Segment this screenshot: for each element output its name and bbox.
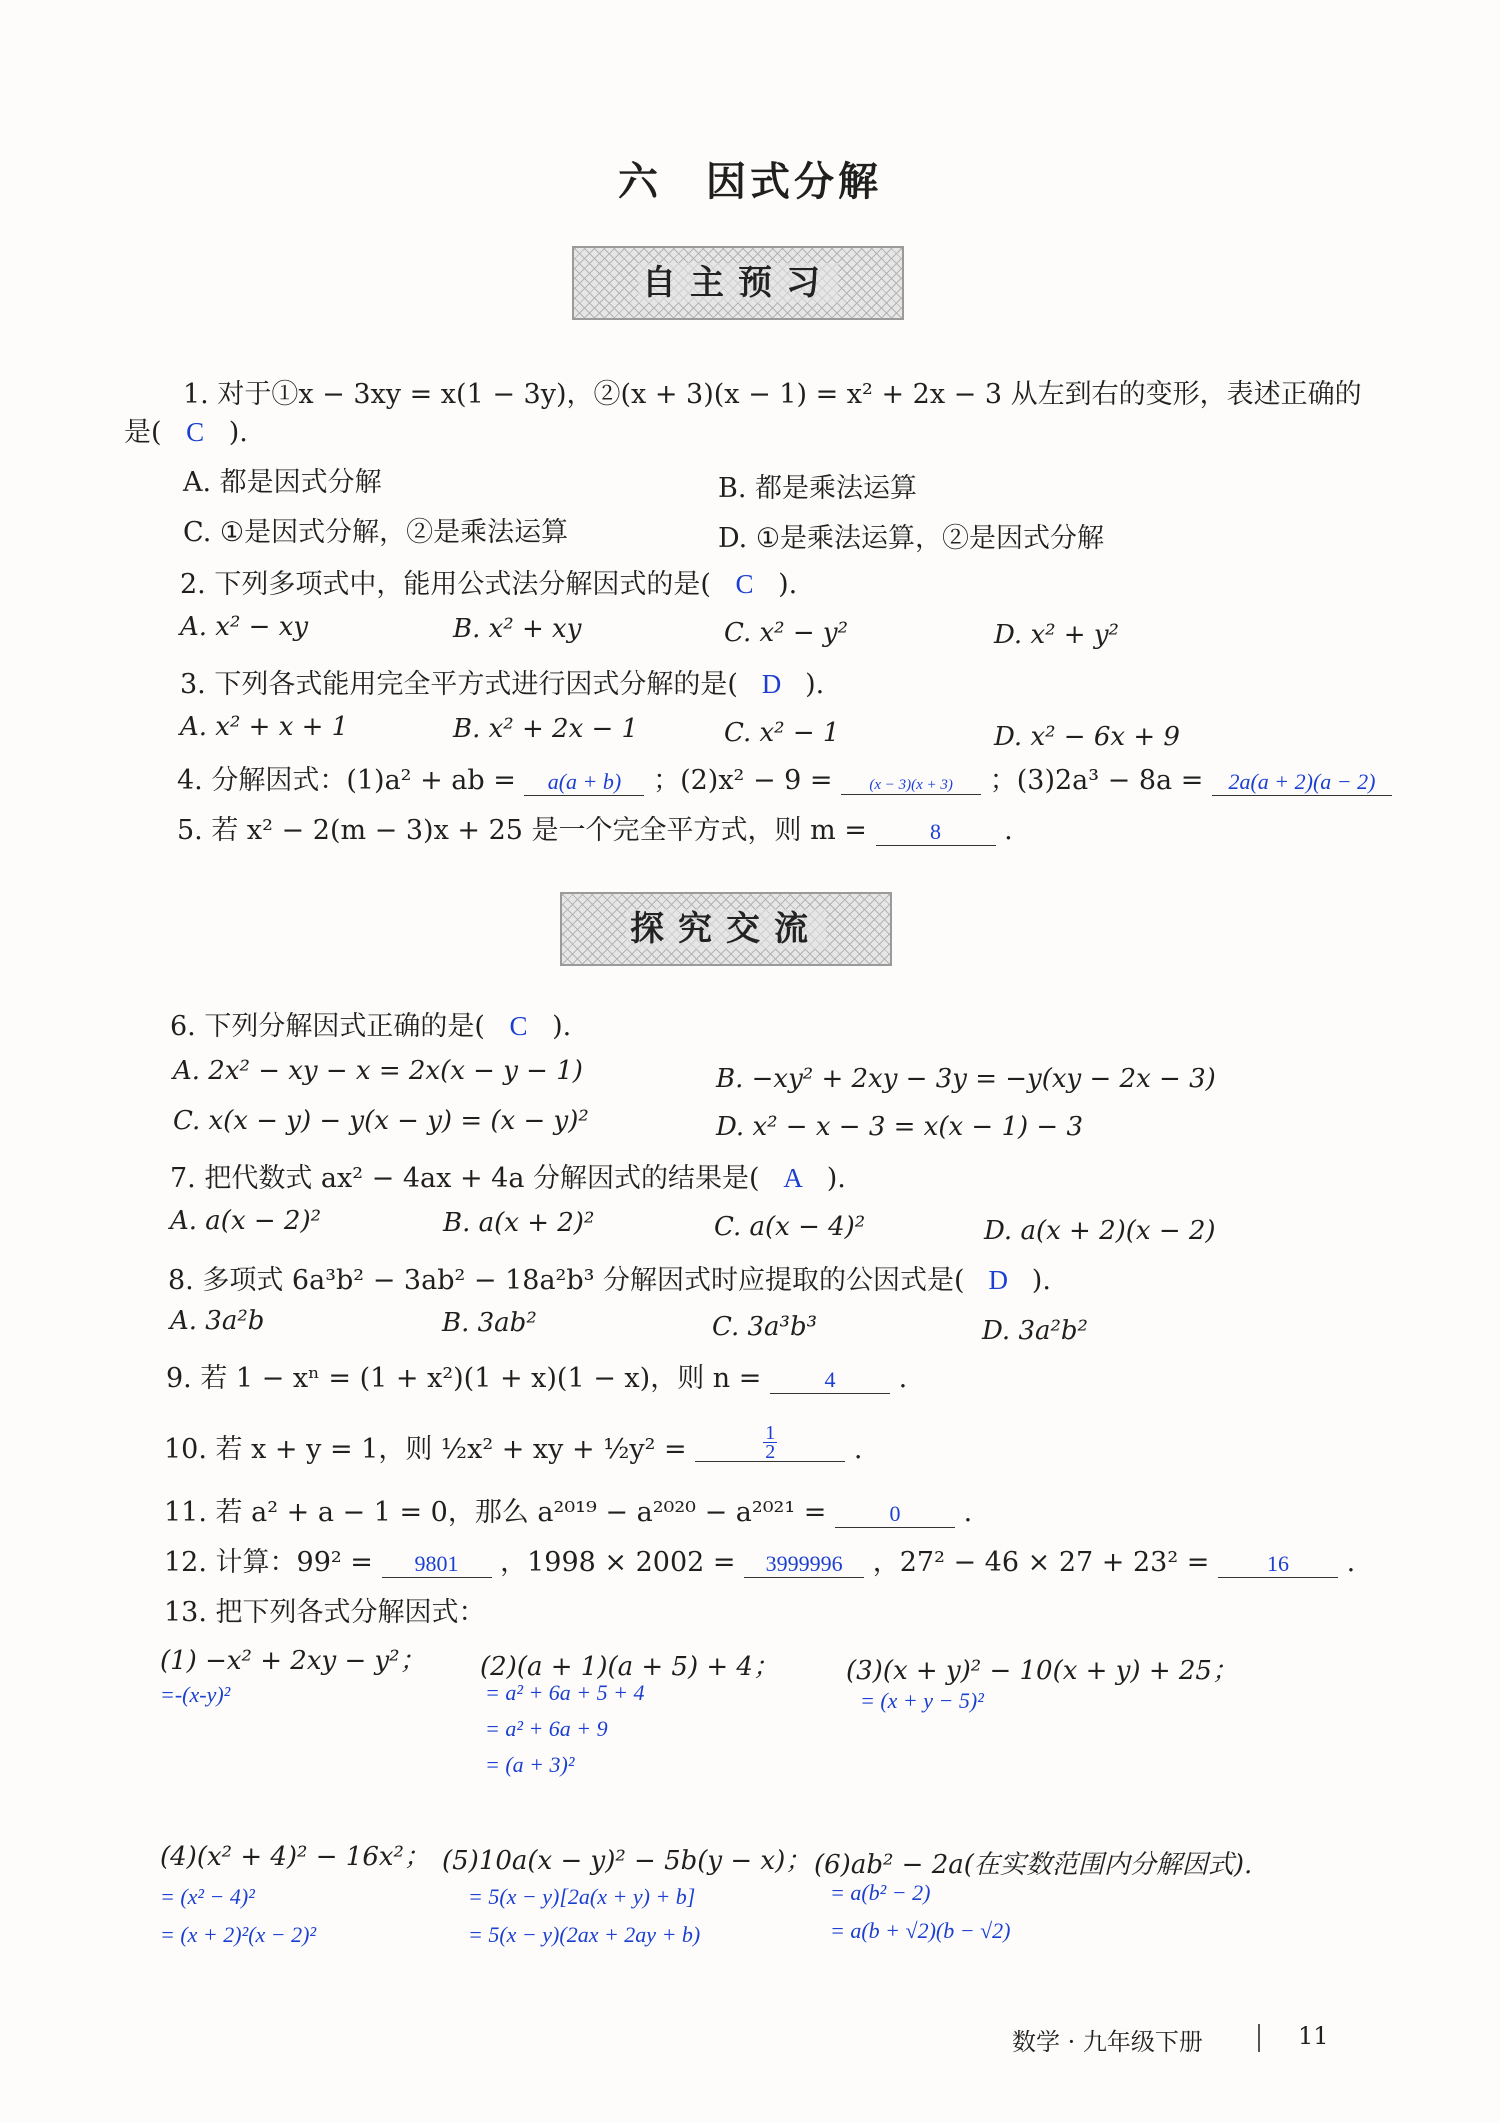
q9-end: .: [898, 1363, 908, 1394]
q4-part3: ；(3)2a³ − 8a =: [989, 765, 1204, 796]
q10-answer-denominator: 2: [765, 1441, 776, 1463]
q6-option-a: A. 2x² − xy − x = 2x(x − y − 1): [173, 1056, 583, 1086]
q1-stem-line2: [124, 410, 248, 449]
q13-part2-work3: = (a + 3)²: [485, 1752, 575, 1777]
q8-option-d: D. 3a²b²: [982, 1316, 1088, 1346]
q5-answer: 8: [876, 819, 996, 846]
q13-part3-work1: = (x + y − 5)²: [860, 1688, 984, 1713]
q12-line: [164, 1540, 1355, 1579]
q11-answer: 0: [835, 1501, 955, 1528]
q7-option-a: A. a(x − 2)²: [170, 1206, 322, 1236]
q6-option-c: C. x(x − y) − y(x − y) = (x − y)²: [173, 1106, 589, 1136]
q12-part2: ，1998 × 2002 =: [500, 1547, 736, 1578]
q8-option-b: B. 3ab²: [442, 1308, 537, 1338]
q2-option-c: C. x² − y²: [724, 618, 849, 648]
q13-part4-work2: = (x + 2)²(x − 2)²: [160, 1922, 317, 1947]
q3-option-c: C. x² − 1: [724, 718, 840, 748]
q10-answer: [695, 1424, 845, 1462]
q7-option-c: C. a(x − 4)²: [714, 1212, 866, 1242]
q13-part5-work2: = 5(x − y)(2ax + 2ay + b): [468, 1922, 701, 1947]
q1-stem-suffix: ).: [228, 417, 248, 448]
q4-part2: ；(2)x² − 9 =: [653, 765, 833, 796]
q6-answer: C: [509, 1011, 528, 1041]
q13-stem: 13. 把下列各式分解因式：: [164, 1597, 486, 1628]
footer-separator: [1258, 2024, 1260, 2052]
q10-end: .: [853, 1434, 863, 1465]
q4-answer3: 2a(a + 2)(a − 2): [1212, 769, 1392, 796]
q8-stem: [168, 1258, 1051, 1297]
q5-stem: 5. 若 x² − 2(m − 3)x + 25 是一个完全平方式，则 m =: [177, 815, 867, 846]
page-title: 六 因式分解: [618, 158, 882, 205]
q7-stem-end: ).: [826, 1163, 846, 1194]
q7-stem-text: 7. 把代数式 ax² − 4ax + 4a 分解因式的结果是(: [170, 1163, 760, 1194]
q13-part6-work1: = a(b² − 2): [830, 1880, 931, 1905]
q2-stem: [180, 562, 797, 601]
q1-answer: C: [186, 417, 205, 447]
q3-stem-end: ).: [805, 669, 825, 700]
q1-option-b: B. 都是乘法运算: [718, 473, 918, 504]
q7-answer: A: [783, 1163, 803, 1193]
q1-option-a: A. 都是因式分解: [183, 467, 382, 498]
q6-option-d: D. x² − x − 3 = x(x − 1) − 3: [716, 1112, 1084, 1142]
q2-option-b: B. x² + xy: [453, 614, 582, 644]
q12-part3: ，27² − 46 × 27 + 23² =: [872, 1547, 1210, 1578]
footer-book-title: 数学 · 九年级下册: [1012, 2028, 1203, 2056]
q6-stem: [170, 1004, 571, 1043]
q9-answer: 4: [770, 1367, 890, 1394]
q13-part3-label: (3)(x + y)² − 10(x + y) + 25；: [846, 1656, 1238, 1686]
q12-part1: 12. 计算：99² =: [164, 1547, 373, 1578]
section-title-preview: 自主预习: [638, 263, 838, 303]
q1-option-c: C. ①是因式分解，②是乘法运算: [183, 517, 569, 548]
q2-stem-end: ).: [778, 569, 798, 600]
q13-part2-work1: = a² + 6a + 5 + 4: [485, 1680, 645, 1705]
q10-stem: 10. 若 x + y = 1，则 ½x² + xy + ½y² =: [164, 1434, 687, 1465]
q5-line: [177, 808, 1013, 847]
q3-option-b: B. x² + 2x − 1: [453, 714, 639, 744]
q9-line: [166, 1356, 907, 1395]
q7-option-d: D. a(x + 2)(x − 2): [984, 1216, 1216, 1246]
q1-stem-line1: 1. 对于①x − 3xy = x(1 − 3y)，②(x + 3)(x − 1) = x² + 2x − 3 从左到右的变形，表述正确的: [183, 379, 1362, 410]
q3-answer: D: [761, 669, 782, 699]
q13-part1-label: (1) −x² + 2xy − y²；: [160, 1646, 426, 1676]
q2-option-d: D. x² + y²: [994, 620, 1119, 650]
q3-stem-text: 3. 下列各式能用完全平方式进行因式分解的是(: [180, 669, 738, 700]
footer-page-number: 11: [1298, 2022, 1329, 2050]
q13-part2-work2: = a² + 6a + 9: [485, 1716, 608, 1741]
q13-part6-work2: = a(b + √2)(b − √2): [830, 1918, 1011, 1943]
q5-end: .: [1004, 815, 1013, 846]
q12-end: .: [1346, 1547, 1356, 1578]
section-title-explore: 探究交流: [626, 909, 826, 949]
q7-stem: [170, 1156, 846, 1195]
q3-option-a: A. x² + x + 1: [180, 712, 349, 742]
q8-answer: D: [988, 1265, 1008, 1295]
section-banner-explore: [560, 892, 892, 966]
q11-line: [164, 1490, 972, 1529]
q1-stem-prefix: 是(: [124, 417, 162, 448]
q8-stem-text: 8. 多项式 6a³b² − 3ab² − 18a²b³ 分解因式时应提取的公因式是(: [168, 1265, 965, 1296]
q9-stem: 9. 若 1 − xⁿ = (1 + x²)(1 + x)(1 − x)，则 n =: [166, 1363, 762, 1394]
q13-part1-work1: =-(x-y)²: [160, 1682, 231, 1707]
q3-option-d: D. x² − 6x + 9: [994, 722, 1180, 752]
q6-option-b: B. −xy² + 2xy − 3y = −y(xy − 2x − 3): [716, 1064, 1216, 1094]
q13-part5-label: (5)10a(x − y)² − 5b(y − x)；: [442, 1846, 812, 1876]
q11-stem: 11. 若 a² + a − 1 = 0，那么 a²⁰¹⁹ − a²⁰²⁰ − a²⁰²¹ =: [164, 1497, 827, 1528]
q8-option-c: C. 3a³b³: [712, 1312, 818, 1342]
q12-answer3: 16: [1218, 1551, 1338, 1578]
q6-stem-end: ).: [552, 1011, 572, 1042]
q1-option-d: D. ①是乘法运算，②是因式分解: [718, 523, 1105, 554]
q8-option-a: A. 3a²b: [170, 1306, 265, 1336]
q12-answer2: 3999996: [744, 1551, 864, 1578]
q13-part6-label: (6)ab² − 2a(在实数范围内分解因式).: [814, 1850, 1253, 1880]
q8-stem-end: ).: [1031, 1265, 1051, 1296]
q4-part1: 4. 分解因式：(1)a² + ab =: [177, 765, 516, 796]
section-banner-preview: [572, 246, 904, 320]
q4-answer1: a(a + b): [524, 769, 644, 796]
q13-part2-label: (2)(a + 1)(a + 5) + 4；: [480, 1652, 779, 1682]
q7-option-b: B. a(x + 2)²: [443, 1208, 595, 1238]
q2-answer: C: [735, 569, 754, 599]
q4-line: [177, 758, 1392, 797]
q10-line: [164, 1424, 862, 1466]
q10-answer-numerator: 1: [765, 1422, 776, 1444]
q13-part4-work1: = (x² − 4)²: [160, 1884, 255, 1909]
q13-part5-work1: = 5(x − y)[2a(x + y) + b]: [468, 1884, 696, 1909]
q6-stem-text: 6. 下列分解因式正确的是(: [170, 1011, 485, 1042]
q2-stem-text: 2. 下列多项式中，能用公式法分解因式的是(: [180, 569, 711, 600]
q4-answer2: (x − 3)(x + 3): [841, 777, 981, 795]
q13-part4-label: (4)(x² + 4)² − 16x²；: [160, 1842, 430, 1872]
q3-stem: [180, 662, 824, 701]
q2-option-a: A. x² − xy: [180, 612, 309, 642]
q11-end: .: [963, 1497, 973, 1528]
q12-answer1: 9801: [382, 1551, 492, 1578]
